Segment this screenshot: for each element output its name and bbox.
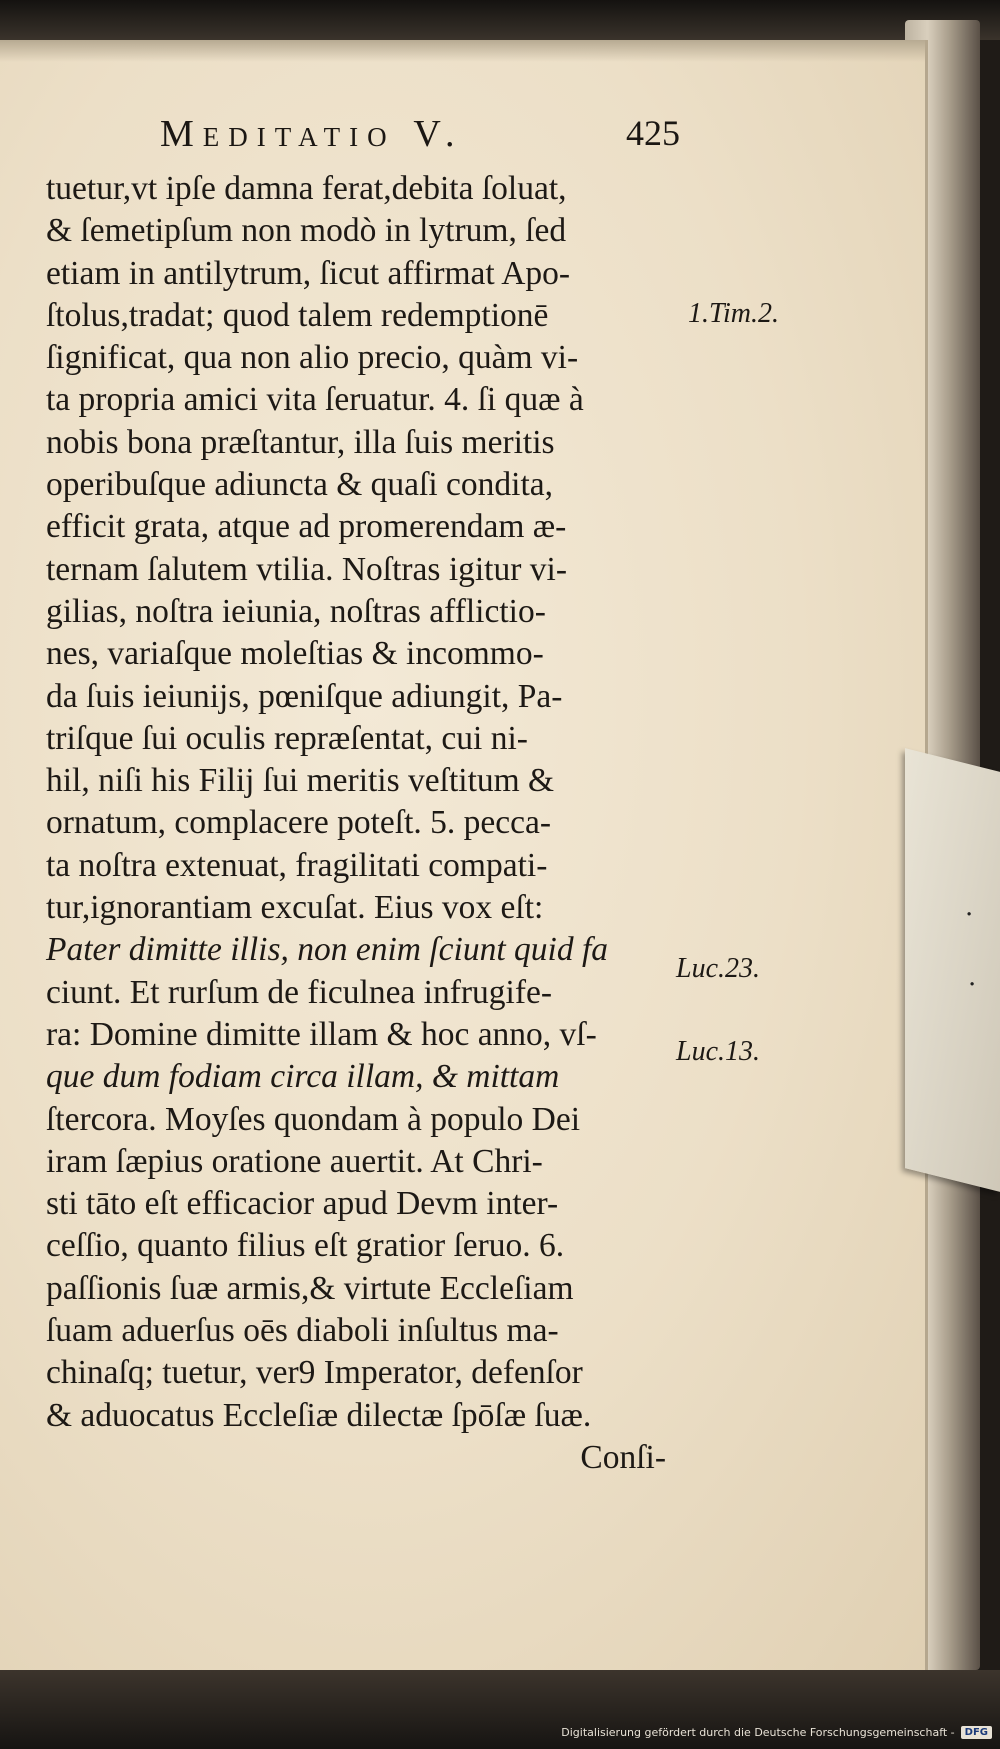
text-line-italic: Pater dimitte illis, non enim ſciunt quid fa [46,931,609,969]
slip-mark: · [965,900,974,930]
slip-mark: · [968,970,977,1000]
text-line: ſignificat, qua non alio precio, quàm vi- [46,339,579,377]
catchword: Conſi- [580,1438,666,1476]
running-head: Meditatio V. [160,113,464,155]
text-line: ciunt. Et rurſum de ficulnea infrugife- [46,973,553,1011]
text-line: chinaſq; tuetur, ver9 Imperator, defenſor [46,1354,583,1392]
text-line: sti tāto eſt efficacior apud Devm inter- [46,1185,559,1223]
text-line: tuetur,vt ipſe damna ferat,debita ſoluat, [46,170,567,207]
text-line: nes, variaſque moleſtias & incommo- [46,635,544,673]
text-line: ta propria amici vita ſeruatur. 4. ſi quæ à [46,381,584,419]
margin-note: Luc.13. [676,1036,760,1067]
text-line: gilias, noſtra ieiunia, noſtras afflictio- [46,592,546,630]
text-line: ſtercora. Moyſes quondam à populo Dei [46,1100,581,1138]
margin-note: Luc.23. [676,953,760,984]
text-line: ta noſtra extenuat, fragilitati compati- [46,846,548,884]
footer-credit-text: Digitalisierung gefördert durch die Deutsche Forschungsgemeinschaft - [561,1725,955,1739]
footer-credit [561,1722,992,1742]
text-line: & ſemetipſum non modò in lytrum, ſed [46,212,567,250]
dfg-logo: DFG [961,1726,992,1739]
text-line: iram ſæpius oratione auertit. At Chri- [46,1142,543,1180]
page-number: 425 [626,113,680,153]
text-line-italic: que dum fodiam circa illam, & mittam [46,1058,560,1096]
page-top-shadow [0,40,925,62]
text-line: tur,ignorantiam excuſat. Eius vox eſt: [46,889,544,927]
text-line: & aduocatus Eccleſiæ dilectæ ſpōſæ ſuæ. [46,1396,592,1434]
margin-note: 1.Tim.2. [688,298,780,329]
top-edge [0,0,1000,40]
text-line: ornatum, complacere poteſt. 5. pecca- [46,804,552,842]
paper-slip [905,748,1000,1192]
text-line: ceſſio, quanto filius eſt gratior ſeruo. 6. [46,1227,565,1265]
text-line: paſſionis ſuæ armis,& virtute Eccleſiam [46,1269,574,1307]
text-line: operibuſque adiuncta & quaſi condita, [46,466,553,504]
text-line: ra: Domine dimitte illam & hoc anno, vſ- [46,1015,597,1053]
text-line: hil, niſi his Filij ſui meritis veſtitum & [46,762,555,800]
text-line: triſque ſui oculis repræſentat, cui ni- [46,719,528,757]
text-line: ſuam aduerſus oēs diaboli inſultus ma- [46,1312,559,1350]
text-line: efficit grata, atque ad promerendam æ- [46,508,567,546]
page-header [160,112,680,162]
text-line: da ſuis ieiunijs, pœniſque adiungit, Pa- [46,677,563,715]
text-line: ſtolus,tradat; quod talem redemptionē [46,296,549,334]
text-block [46,168,686,1479]
text-line: etiam in antilytrum, ſicut affirmat Apo- [46,254,571,292]
text-line: ternam ſalutem vtilia. Noſtras igitur vi- [46,550,567,588]
text-line: nobis bona præſtantur, illa ſuis meritis [46,423,555,461]
